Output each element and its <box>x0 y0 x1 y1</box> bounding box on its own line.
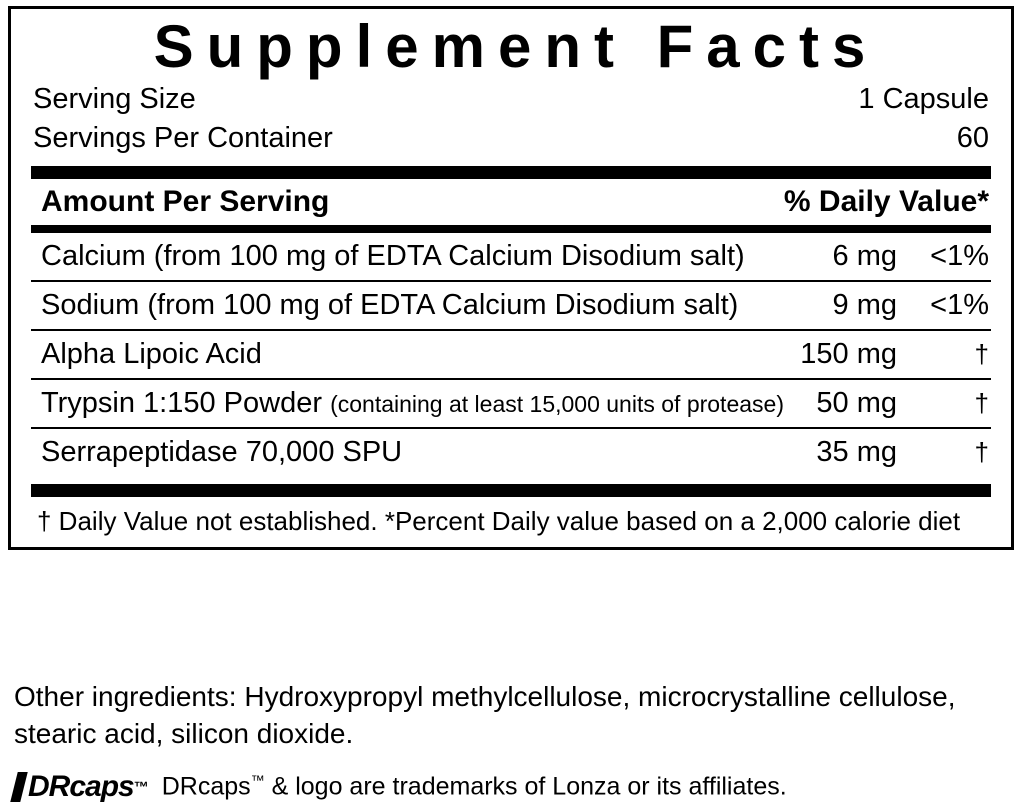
table-row <box>31 282 991 329</box>
daily-value-header: % Daily Value* <box>783 185 989 219</box>
amount-per-serving-header: Amount Per Serving <box>41 185 330 219</box>
nutrient-amount: 50 mg <box>816 387 897 420</box>
table-row <box>31 380 991 427</box>
table-header-row <box>31 179 991 225</box>
nutrient-name-main: Trypsin 1:150 Powder <box>41 387 323 420</box>
servings-per-container-value: 60 <box>956 122 989 155</box>
drcaps-note-after: & logo are trademarks of Lonza or its affiliates. <box>264 772 787 801</box>
nutrient-amount: 150 mg <box>800 338 897 371</box>
drcaps-trademark-row <box>14 772 787 802</box>
footnote: † Daily Value not established. *Percent Daily value based on a 2,000 calorie diet <box>37 506 961 537</box>
drcaps-logo <box>14 772 148 802</box>
page-title: Supplement Facts <box>153 13 879 80</box>
nutrient-amount: 9 mg <box>832 289 897 322</box>
drcaps-note <box>162 772 787 801</box>
drcaps-note-tm: ™ <box>250 772 265 789</box>
supplement-facts-panel <box>8 6 1014 550</box>
divider-thick-bottom <box>31 484 991 497</box>
nutrient-daily-value: <1% <box>930 240 989 273</box>
nutrient-name: Alpha Lipoic Acid <box>41 338 262 371</box>
divider-med-header <box>31 225 991 233</box>
nutrient-name: Calcium (from 100 mg of EDTA Calcium Disodium salt) <box>41 240 745 273</box>
serving-size-row <box>31 80 991 119</box>
serving-size-label: Serving Size <box>33 83 196 115</box>
table-row <box>31 233 991 280</box>
nutrient-daily-value: † <box>974 388 989 419</box>
drcaps-slash-icon <box>10 772 27 802</box>
drcaps-logo-caps: caps <box>69 770 134 803</box>
nutrient-daily-value: † <box>974 339 989 370</box>
serving-size-value: 1 Capsule <box>858 83 989 115</box>
table-row <box>31 429 991 476</box>
servings-per-container-label: Servings Per Container <box>33 122 333 155</box>
servings-per-container-row <box>31 119 991 158</box>
nutrient-name-detail: (containing at least 15,000 units of protease) <box>330 391 784 418</box>
nutrient-daily-value: <1% <box>930 289 989 322</box>
nutrient-daily-value: † <box>974 437 989 468</box>
other-ingredients: Other ingredients: Hydroxypropyl methylcellulose, microcrystalline cellulose, stearic acid, silicon dioxide. <box>14 681 956 750</box>
table-row <box>31 331 991 378</box>
nutrient-amount: 35 mg <box>816 436 897 469</box>
drcaps-note-before: DRcaps <box>161 772 251 801</box>
drcaps-logo-dr: DR <box>28 770 70 803</box>
drcaps-logo-tm: ™ <box>133 778 148 796</box>
nutrient-name: Sodium (from 100 mg of EDTA Calcium Disodium salt) <box>41 289 739 322</box>
nutrient-name <box>41 387 806 420</box>
divider-thick-top <box>31 166 991 179</box>
nutrient-amount: 6 mg <box>832 240 897 273</box>
nutrient-name: Serrapeptidase 70,000 SPU <box>41 436 403 469</box>
